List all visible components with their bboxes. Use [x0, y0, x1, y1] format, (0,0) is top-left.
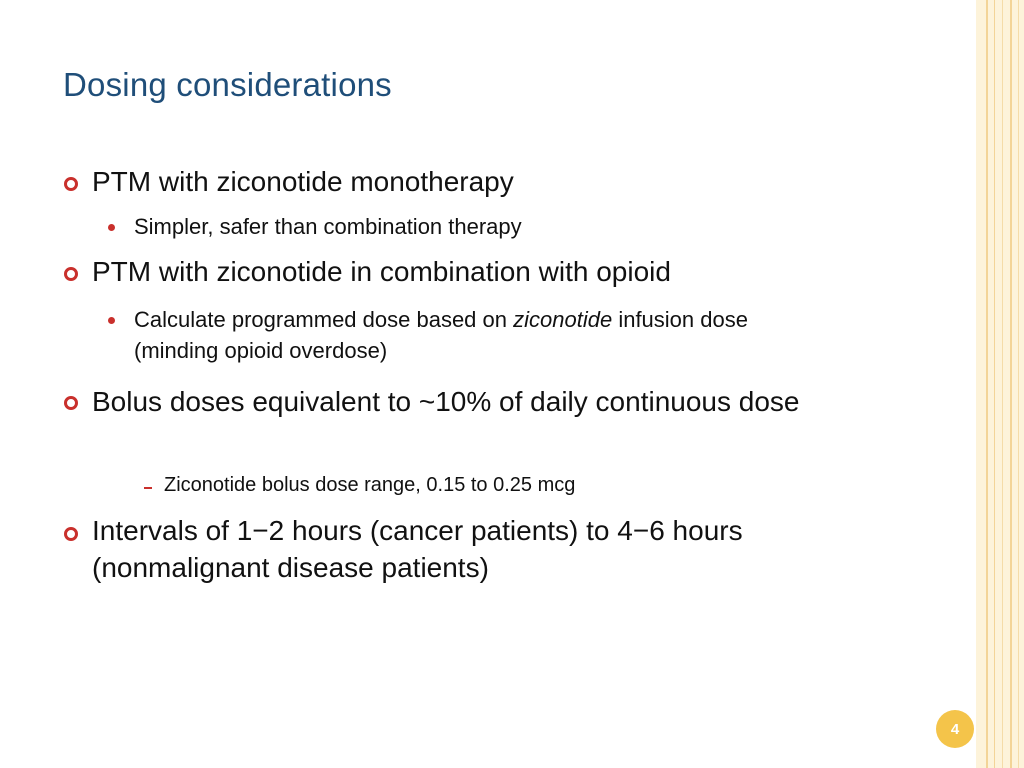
page-number-badge: 4 — [936, 710, 974, 748]
ring-bullet-icon — [64, 396, 78, 410]
stripe — [1018, 0, 1019, 768]
bullet-level2: Simpler, safer than combination therapy — [134, 214, 522, 239]
ring-bullet-icon — [64, 527, 78, 541]
slide-title: Dosing considerations — [63, 66, 392, 103]
stripe — [1010, 0, 1012, 768]
ring-bullet-icon — [64, 267, 78, 281]
bullet-level2 — [134, 304, 784, 366]
bullet-level1: Intervals of 1−2 hours (cancer patients) to 4−6 hours (nonmalignant disease patients) — [92, 515, 743, 583]
decorative-stripes — [976, 0, 1024, 768]
bullet-level1: Bolus doses equivalent to ~10% of daily continuous dose — [92, 386, 800, 417]
dash-bullet-icon — [144, 487, 152, 489]
bullet-level3: Ziconotide bolus dose range, 0.15 to 0.25 mcg — [164, 474, 576, 496]
stripe — [1002, 0, 1003, 768]
stripe — [986, 0, 988, 768]
dot-bullet-icon — [108, 224, 115, 231]
dot-bullet-icon — [108, 317, 115, 324]
bullet-level1: PTM with ziconotide in combination with opioid — [92, 256, 671, 287]
bullet-text: infusion dose (minding opioid overdose) — [134, 307, 748, 363]
bullet-text: Calculate programmed dose based on — [134, 307, 514, 332]
stripe — [994, 0, 995, 768]
bullet-level1: PTM with ziconotide monotherapy — [92, 166, 514, 197]
bullet-text-italic: ziconotide — [513, 307, 613, 332]
ring-bullet-icon — [64, 177, 78, 191]
